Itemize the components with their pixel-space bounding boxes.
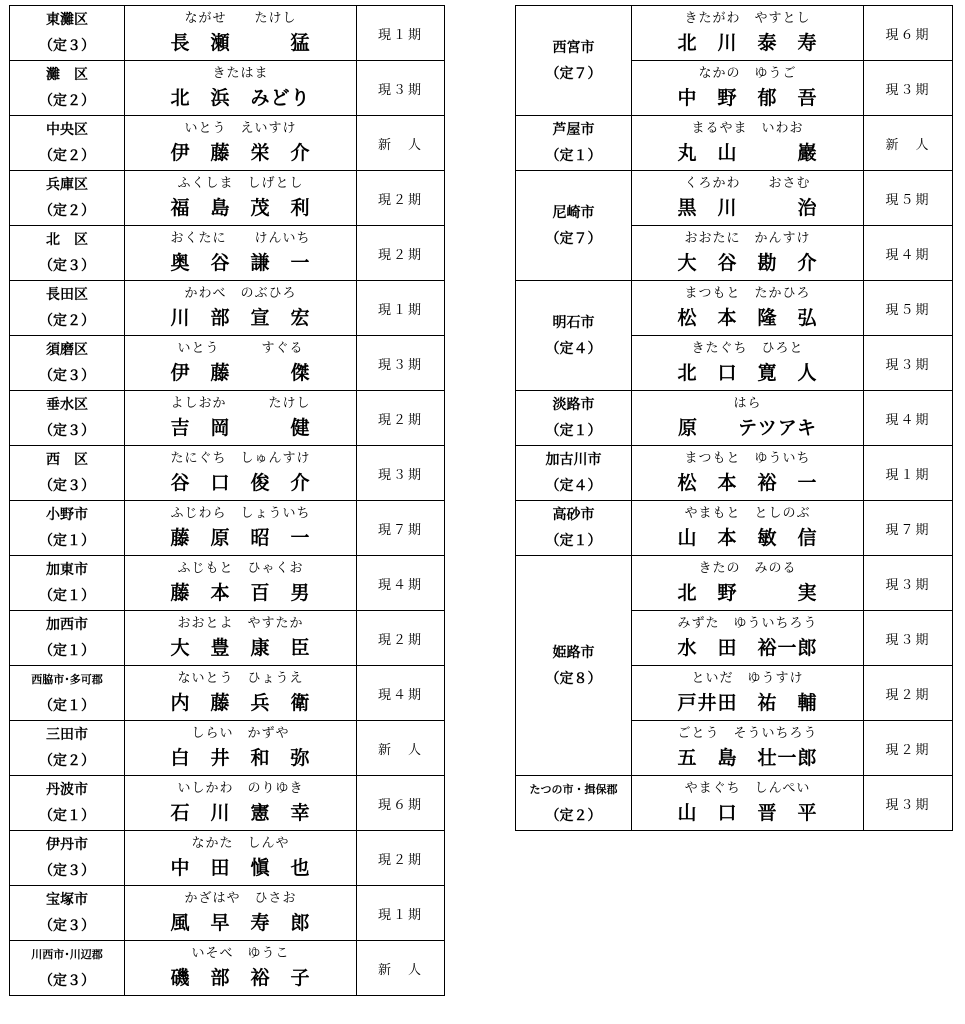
term-cell: 現７期 (864, 501, 953, 556)
term-cell: 現３期 (864, 556, 953, 611)
term-cell: 現４期 (357, 556, 445, 611)
member-kana: くろかわ おさむ (684, 176, 811, 191)
seat-count: （定４） (545, 340, 602, 357)
term-cell: 現１期 (357, 6, 445, 61)
district-cell (10, 171, 125, 226)
member-name: 石 川 憲 幸 (170, 802, 311, 824)
district-cell (10, 776, 125, 831)
seat-count: （定２） (545, 808, 602, 824)
district-cell (10, 941, 125, 996)
term-cell: 現２期 (357, 171, 445, 226)
member-cell (632, 556, 864, 611)
member-cell (632, 61, 864, 116)
seat-count: （定１） (39, 533, 95, 549)
district-cell (516, 501, 632, 556)
district-cell (10, 226, 125, 281)
district-name: 兵庫区 (46, 177, 88, 193)
seat-count: （定２） (39, 753, 95, 769)
roster-row (10, 116, 445, 171)
district-name: 川西市･川辺郡 (31, 948, 103, 961)
term-cell: 現２期 (357, 226, 445, 281)
district-cell (516, 116, 632, 171)
district-name: 加古川市 (545, 452, 602, 468)
term-cell: 現３期 (357, 61, 445, 116)
member-kana: おくたに けんいち (170, 231, 311, 246)
seat-count: （定３） (39, 423, 95, 439)
roster-row (10, 941, 445, 996)
district-name: 尼崎市 (552, 204, 595, 221)
member-kana: かざはや ひさお (184, 891, 297, 906)
member-name: 黒 川 治 (677, 197, 818, 219)
term-cell: 現４期 (864, 226, 953, 281)
seat-count: （定３） (39, 258, 95, 274)
member-kana: なかた しんや (191, 836, 290, 851)
roster-row (516, 391, 953, 446)
member-cell (125, 666, 357, 721)
roster-row (10, 721, 445, 776)
member-kana: ないとう ひょうえ (177, 671, 304, 686)
district-cell (10, 721, 125, 776)
term-cell: 新 人 (357, 116, 445, 171)
member-kana: いしかわ のりゆき (177, 781, 304, 796)
term-cell: 現４期 (864, 391, 953, 446)
seat-count: （定２） (39, 93, 95, 109)
district-cell (10, 556, 125, 611)
member-cell (125, 6, 357, 61)
roster-row (516, 281, 953, 336)
roster-row (10, 666, 445, 721)
district-name: 宝塚市 (46, 892, 88, 908)
member-name: 戸井田 祐 輔 (677, 692, 818, 714)
member-kana: やまぐち しんぺい (684, 781, 811, 796)
member-name: 松 本 裕 一 (677, 472, 818, 494)
district-cell (516, 776, 632, 831)
member-name: 大 豊 康 臣 (170, 637, 311, 659)
roster-row (10, 226, 445, 281)
member-name: 大 谷 勘 介 (677, 252, 818, 274)
member-name: 水 田 裕一郎 (677, 637, 818, 659)
member-name: 磯 部 裕 子 (170, 967, 311, 989)
seat-count: （定３） (39, 478, 95, 494)
district-name: 西脇市･多可郡 (31, 673, 103, 686)
district-name: 加東市 (46, 562, 88, 578)
seat-count: （定３） (39, 863, 95, 879)
district-cell (516, 6, 632, 116)
term-cell: 現１期 (357, 886, 445, 941)
member-name: 奥 谷 謙 一 (170, 252, 311, 274)
seat-count: （定３） (39, 368, 95, 384)
member-cell (125, 446, 357, 501)
district-name: 小野市 (46, 507, 88, 523)
member-kana: いとう えいすけ (184, 121, 297, 136)
member-cell (125, 941, 357, 996)
district-cell (10, 61, 125, 116)
roster-row (10, 391, 445, 446)
district-name: 三田市 (46, 727, 88, 743)
district-cell (10, 831, 125, 886)
member-name: 川 部 宣 宏 (170, 307, 311, 329)
seat-count: （定３） (39, 38, 95, 54)
roster-row (516, 501, 953, 556)
roster-row (516, 446, 953, 501)
member-name: 北 川 泰 寿 (677, 32, 818, 54)
district-name: 伊丹市 (46, 837, 88, 853)
member-cell (632, 501, 864, 556)
roster-row (10, 611, 445, 666)
term-cell: 現２期 (864, 666, 953, 721)
member-name: 伊 藤 傑 (170, 362, 311, 384)
term-cell: 現２期 (864, 721, 953, 776)
term-cell: 新 人 (357, 941, 445, 996)
roster-row (10, 171, 445, 226)
district-name: 灘 区 (46, 67, 88, 83)
district-name: 明石市 (552, 314, 595, 331)
member-cell (632, 281, 864, 336)
member-kana: かわべ のぶひろ (184, 286, 297, 301)
seat-count: （定７） (545, 65, 602, 82)
member-kana: といだ ゆうすけ (691, 671, 804, 686)
district-name: 姫路市 (552, 644, 595, 661)
member-kana: しらい かずや (191, 726, 290, 741)
term-cell: 新 人 (864, 116, 953, 171)
district-cell (516, 171, 632, 281)
member-kana: おおたに かんすけ (684, 231, 811, 246)
roster-row (10, 831, 445, 886)
term-cell: 現３期 (864, 611, 953, 666)
member-cell (632, 666, 864, 721)
seat-count: （定１） (545, 533, 602, 549)
member-cell (125, 501, 357, 556)
member-kana: ふじわら しょういち (170, 506, 311, 521)
member-name: 北 浜 みどり (170, 87, 311, 109)
member-kana: きたの みのる (698, 561, 797, 576)
member-name: 丸 山 巖 (677, 142, 818, 164)
district-name: 中央区 (46, 122, 88, 138)
term-cell: 現３期 (864, 336, 953, 391)
district-name: 須磨区 (46, 342, 88, 358)
member-cell (125, 776, 357, 831)
term-cell: 現１期 (864, 446, 953, 501)
member-kana: いそべ ゆうこ (191, 946, 290, 961)
member-kana: ごとう そういちろう (677, 726, 818, 741)
member-cell (632, 226, 864, 281)
district-cell (10, 116, 125, 171)
roster-row (516, 556, 953, 611)
district-name: 長田区 (46, 287, 88, 303)
term-cell: 現７期 (357, 501, 445, 556)
roster-row (516, 6, 953, 61)
member-name: 藤 原 昭 一 (170, 527, 311, 549)
district-name: 北 区 (46, 232, 88, 248)
member-cell (632, 446, 864, 501)
member-kana: ふじもと ひゃくお (177, 561, 304, 576)
term-cell: 現５期 (864, 281, 953, 336)
seat-count: （定１） (39, 808, 95, 824)
district-cell (10, 666, 125, 721)
term-cell: 現１期 (357, 281, 445, 336)
member-cell (125, 336, 357, 391)
member-kana: ながせ たけし (184, 11, 297, 26)
member-name: 北 野 実 (677, 582, 818, 604)
district-name: 東灘区 (46, 12, 88, 28)
member-name: 松 本 隆 弘 (677, 307, 818, 329)
district-name: 加西市 (46, 617, 88, 633)
member-cell (632, 611, 864, 666)
member-name: 福 島 茂 利 (170, 197, 311, 219)
member-name: 白 井 和 弥 (170, 747, 311, 769)
seat-count: （定７） (545, 230, 602, 247)
district-name: 丹波市 (46, 782, 88, 798)
district-cell (10, 446, 125, 501)
member-name: 吉 岡 健 (170, 417, 311, 439)
term-cell: 現２期 (357, 611, 445, 666)
district-name: たつの市・揖保郡 (529, 783, 618, 796)
term-cell: 現３期 (357, 336, 445, 391)
district-cell (10, 611, 125, 666)
member-kana: なかの ゆうご (698, 66, 797, 81)
member-cell (632, 391, 864, 446)
member-kana: よしおか たけし (170, 396, 311, 411)
district-cell (10, 281, 125, 336)
member-name: 藤 本 百 男 (170, 582, 311, 604)
seat-count: （定２） (39, 148, 95, 164)
seat-count: （定３） (39, 918, 95, 934)
member-kana: おおとよ やすたか (177, 616, 304, 631)
member-cell (632, 336, 864, 391)
term-cell: 現２期 (357, 831, 445, 886)
district-name: 淡路市 (552, 397, 595, 413)
roster-row (10, 61, 445, 116)
member-cell (125, 171, 357, 226)
roster-row (10, 501, 445, 556)
member-cell (125, 61, 357, 116)
roster-row (10, 281, 445, 336)
member-cell (125, 391, 357, 446)
district-cell (10, 336, 125, 391)
member-cell (632, 721, 864, 776)
member-cell (125, 226, 357, 281)
member-kana: まつもと ゆういち (684, 451, 811, 466)
member-kana: たにぐち しゅんすけ (170, 451, 311, 466)
member-name: 山 本 敏 信 (677, 527, 818, 549)
roster-row (516, 171, 953, 226)
member-kana: まるやま いわお (691, 121, 804, 136)
member-kana: いとう すぐる (177, 341, 304, 356)
roster-row (10, 6, 445, 61)
member-cell (125, 116, 357, 171)
term-cell: 現３期 (357, 446, 445, 501)
district-name: 垂水区 (46, 397, 88, 413)
term-cell: 現３期 (864, 776, 953, 831)
member-cell (125, 611, 357, 666)
seat-count: （定１） (39, 698, 95, 714)
member-kana: きたはま (212, 66, 269, 81)
member-name: 谷 口 俊 介 (170, 472, 311, 494)
seat-count: （定３） (39, 973, 95, 989)
member-kana: はら (733, 396, 762, 411)
roster-row (10, 446, 445, 501)
member-kana: ふくしま しげとし (177, 176, 304, 191)
roster-row (10, 556, 445, 611)
district-name: 西 区 (46, 452, 88, 468)
district-cell (10, 391, 125, 446)
term-cell: 現４期 (357, 666, 445, 721)
roster-row (516, 116, 953, 171)
roster-row (10, 336, 445, 391)
member-cell (632, 171, 864, 226)
seat-count: （定１） (545, 423, 602, 439)
district-name: 高砂市 (552, 507, 595, 523)
term-cell: 現６期 (357, 776, 445, 831)
member-name: 長 瀬 猛 (170, 32, 311, 54)
member-kana: みずた ゆういちろう (677, 616, 818, 631)
member-name: 中 田 愼 也 (170, 857, 311, 879)
member-name: 五 島 壮一郎 (677, 747, 818, 769)
term-cell: 現６期 (864, 6, 953, 61)
district-cell (10, 886, 125, 941)
term-cell: 現３期 (864, 61, 953, 116)
member-kana: きたがわ やすとし (684, 11, 811, 26)
member-name: 中 野 郁 吾 (677, 87, 818, 109)
seat-count: （定４） (545, 478, 602, 494)
seat-count: （定１） (39, 588, 95, 604)
term-cell: 現５期 (864, 171, 953, 226)
member-name: 北 口 寛 人 (677, 362, 818, 384)
seat-count: （定１） (39, 643, 95, 659)
member-cell (125, 721, 357, 776)
district-cell (516, 281, 632, 391)
member-name: 原 テツアキ (677, 417, 818, 439)
left-roster-body (10, 6, 445, 996)
member-kana: まつもと たかひろ (684, 286, 811, 301)
district-cell (516, 391, 632, 446)
member-cell (125, 281, 357, 336)
right-roster-table (515, 5, 953, 831)
roster-row (10, 886, 445, 941)
member-cell (632, 6, 864, 61)
district-cell (10, 6, 125, 61)
roster-row (516, 776, 953, 831)
term-cell: 新 人 (357, 721, 445, 776)
member-cell (632, 116, 864, 171)
roster-row (10, 776, 445, 831)
right-roster-body (516, 6, 953, 831)
seat-count: （定２） (39, 313, 95, 329)
member-kana: きたぐち ひろと (691, 341, 804, 356)
left-roster-table (9, 5, 445, 996)
member-name: 内 藤 兵 衛 (170, 692, 311, 714)
district-cell (516, 556, 632, 776)
district-name: 西宮市 (552, 39, 595, 56)
member-cell (632, 776, 864, 831)
member-cell (125, 556, 357, 611)
member-kana: やまもと としのぶ (684, 506, 811, 521)
term-cell: 現２期 (357, 391, 445, 446)
district-name: 芦屋市 (552, 122, 595, 138)
member-cell (125, 886, 357, 941)
seat-count: （定８） (545, 670, 602, 687)
seat-count: （定１） (545, 148, 602, 164)
district-cell (10, 501, 125, 556)
member-name: 風 早 寿 郎 (170, 912, 311, 934)
member-cell (125, 831, 357, 886)
member-name: 山 口 晋 平 (677, 802, 818, 824)
member-name: 伊 藤 栄 介 (170, 142, 311, 164)
district-cell (516, 446, 632, 501)
seat-count: （定２） (39, 203, 95, 219)
